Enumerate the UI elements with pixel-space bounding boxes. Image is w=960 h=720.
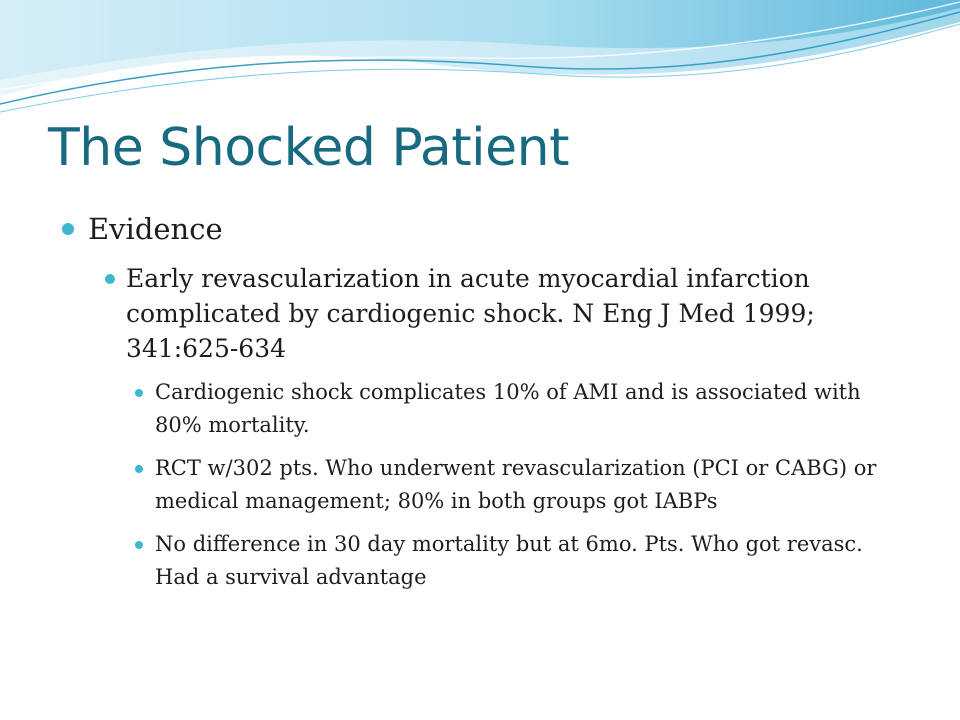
bullet-dot-icon bbox=[135, 389, 143, 397]
bullet-dot-icon bbox=[105, 274, 115, 284]
bullet-dot-icon bbox=[62, 223, 74, 235]
bullet-text: RCT w/302 pts. Who underwent revascularization (PCI or CABG) or medical management; 80% in both groups got IABPs bbox=[155, 456, 877, 513]
bullet-text: Evidence bbox=[88, 212, 223, 246]
decorative-wave-banner bbox=[0, 0, 960, 130]
bullet-list bbox=[0, 208, 960, 594]
bullet-level3 bbox=[0, 528, 895, 594]
bullet-text: Early revascularization in acute myocardial infarction complicated by cardiogenic shock. N Eng J Med 1999; 341:625-634 bbox=[126, 264, 815, 363]
bullet-level2 bbox=[0, 261, 872, 366]
slide-title: The Shocked Patient bbox=[48, 118, 569, 178]
bullet-level1 bbox=[0, 208, 960, 250]
bullet-level3 bbox=[0, 376, 895, 442]
bullet-text: No difference in 30 day mortality but at 6mo. Pts. Who got revasc. Had a survival advantage bbox=[155, 532, 863, 589]
bullet-dot-icon bbox=[135, 465, 143, 473]
bullet-dot-icon bbox=[135, 541, 143, 549]
bullet-level3 bbox=[0, 452, 895, 518]
bullet-text: Cardiogenic shock complicates 10% of AMI and is associated with 80% mortality. bbox=[155, 380, 861, 437]
